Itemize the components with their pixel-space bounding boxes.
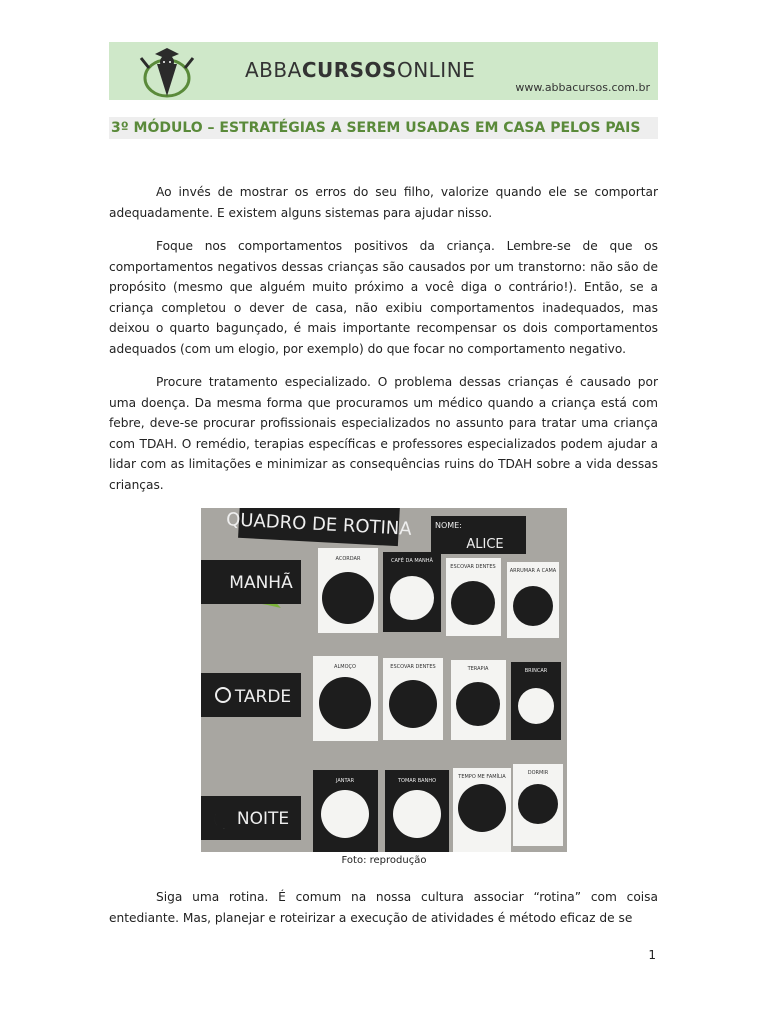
night-cards: [313, 764, 563, 852]
name-label-text: NOME:: [435, 521, 462, 530]
board-title-text: QUADRO DE ROTINA: [225, 509, 413, 540]
card-morning-3: ESCOVAR DENTES: [450, 564, 496, 570]
routine-board-illustration: [201, 508, 567, 852]
afternoon-cards: [313, 656, 561, 741]
name-value-text: ALICE: [466, 537, 504, 552]
paragraph-1: Ao invés de mostrar os erros do seu filho, valorize quando ele se comportar adequadamente. E existem alguns sistemas para ajudar nisso.: [109, 185, 658, 220]
card-afternoon-1: ALMOÇO: [334, 664, 356, 670]
brand-name: [245, 58, 475, 82]
period-afternoon-text: TARDE: [234, 687, 292, 707]
card-night-3: TEMPO ME FAMÍLIA: [458, 774, 506, 780]
period-morning-text: MANHÃ: [229, 573, 293, 593]
brand-part-bold: CURSOS: [301, 58, 397, 82]
card-afternoon-2: ESCOVAR DENTES: [390, 664, 436, 670]
graduate-mascot-logo-icon: [137, 44, 197, 100]
card-night-4: DORMIR: [527, 770, 549, 776]
module-title: 3º MÓDULO – ESTRATÉGIAS A SEREM USADAS EM CASA PELOS PAIS: [109, 117, 658, 139]
card-night-2: TOMAR BANHO: [397, 778, 437, 784]
photo-caption: Foto: reprodução: [341, 855, 427, 866]
paragraph-2: Foque nos comportamentos positivos da criança. Lembre-se de que os comportamentos negativos dessas crianças são causados por um transtorno: não são de propósito (mesmo que alguém muito próximo a você diga o contrário!). Então, se a criança completou o dever de casa, não exibiu comportamentos inadequados, mas deixou o quarto bagunçado, é mais importante recompensar os dois comportamentos adequados (com um elogio, por exemplo) do que focar no comportamento negativo.: [109, 239, 658, 356]
card-afternoon-3: TERAPIA: [467, 666, 489, 672]
brand-part-2: ONLINE: [396, 58, 476, 82]
header-url: www.abbacursos.com.br: [515, 81, 650, 94]
card-morning-1: ACORDAR: [335, 556, 361, 562]
page-number: 1: [648, 948, 656, 962]
paragraph-4: Siga uma rotina. É comum na nossa cultura associar “rotina” com coisa entediante. Mas, planejar e roteirizar a execução de atividades é método eficaz de se: [109, 890, 658, 925]
card-morning-4: ARRUMAR A CAMA: [509, 568, 557, 574]
card-morning-2: CAFÉ DA MANHÃ: [391, 558, 433, 564]
period-night-text: NOITE: [236, 809, 290, 829]
header-banner: [109, 42, 658, 100]
card-night-1: JANTAR: [335, 778, 355, 784]
brand-part-1: ABBA: [245, 58, 302, 82]
routine-board-photo: [201, 508, 567, 852]
paragraph-3: Procure tratamento especializado. O problema dessas crianças é causado por uma doença. Da mesma forma que procuramos um médico quando a criança está com febre, deve-se procurar profissionais especializados no assunto para tratar uma criança com TDAH. O remédio, terapias específicas e professores especializados podem ajudar a lidar com as limitações e minimizar as consequências ruins do TDAH sobre a vida dessas crianças.: [109, 375, 658, 492]
card-afternoon-4: BRINCAR: [524, 668, 548, 674]
